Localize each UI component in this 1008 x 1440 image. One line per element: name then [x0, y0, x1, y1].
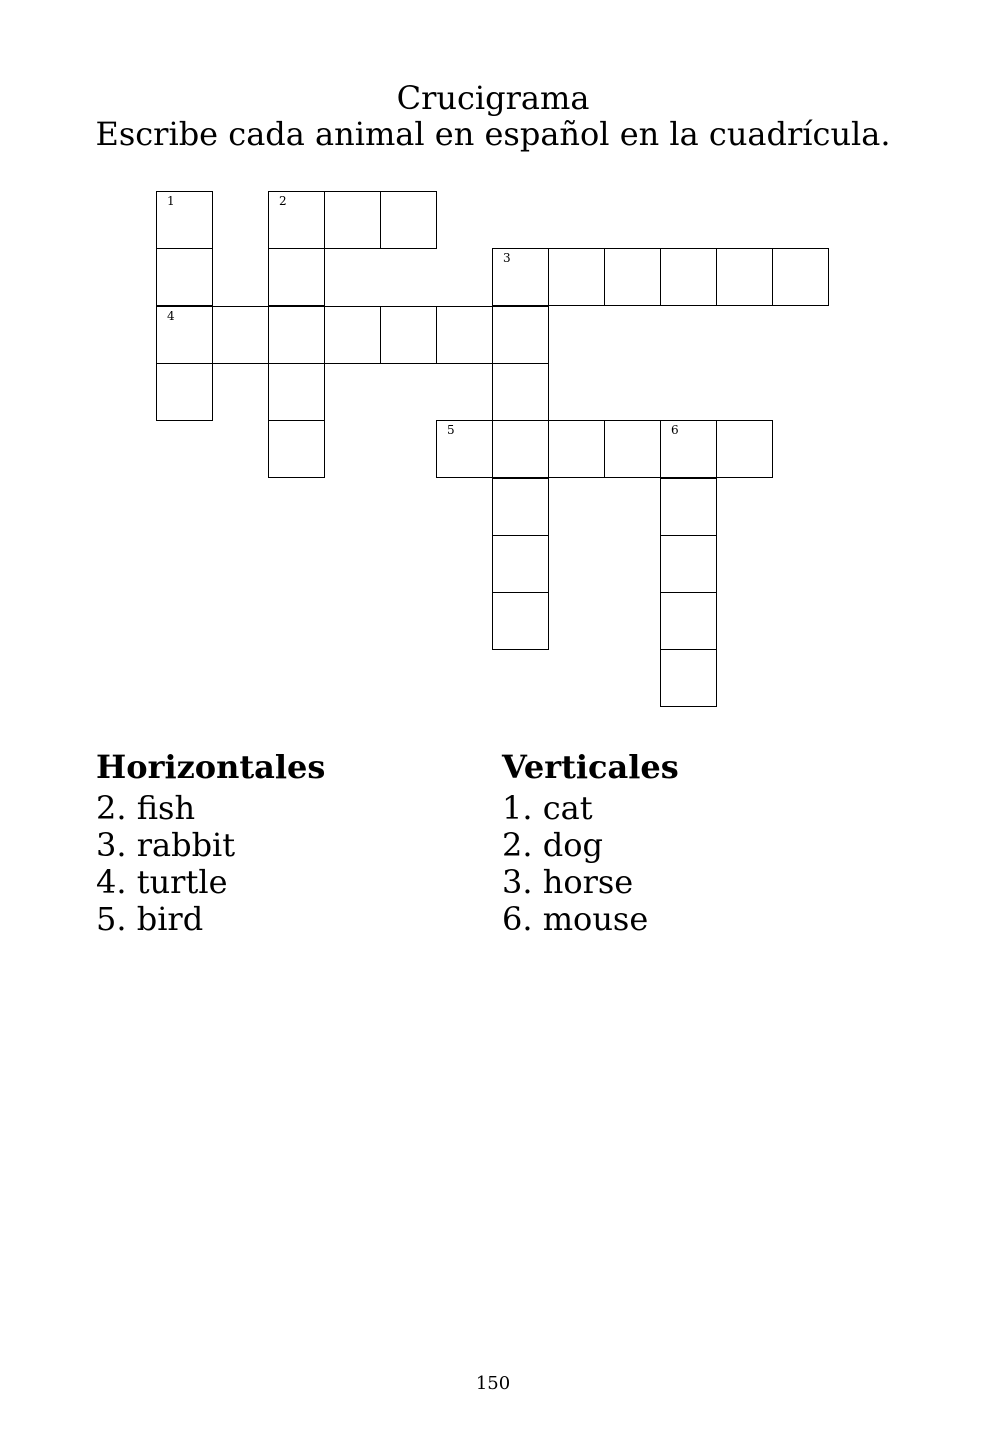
grid-cell[interactable]: [268, 248, 325, 306]
grid-cell[interactable]: [492, 363, 549, 421]
across-clue: 3. rabbit: [96, 826, 236, 864]
grid-cell[interactable]: [492, 535, 549, 593]
grid-cell[interactable]: [660, 649, 717, 707]
down-clues: [502, 748, 679, 938]
grid-cell[interactable]: [156, 248, 213, 306]
grid-cell[interactable]: [548, 248, 605, 306]
grid-cell[interactable]: [604, 420, 661, 478]
grid-cell[interactable]: [324, 306, 381, 364]
clue-number: 1: [167, 194, 175, 208]
grid-cell[interactable]: [660, 535, 717, 593]
grid-cell[interactable]: [660, 592, 717, 650]
grid-cell[interactable]: [212, 306, 269, 364]
grid-cell[interactable]: [772, 248, 829, 306]
grid-cell[interactable]: [660, 420, 717, 478]
down-clue: 3. horse: [502, 863, 634, 901]
grid-cell[interactable]: [548, 420, 605, 478]
across-heading: Horizontales: [96, 748, 326, 786]
grid-cell[interactable]: [716, 248, 773, 306]
grid-cell[interactable]: [156, 191, 213, 249]
down-clue: 2. dog: [502, 826, 603, 864]
grid-cell[interactable]: [324, 191, 381, 249]
grid-cell[interactable]: [436, 420, 493, 478]
grid-cell[interactable]: [492, 592, 549, 650]
grid-cell[interactable]: [268, 306, 325, 364]
down-clue: 6. mouse: [502, 900, 649, 938]
down-clue: 1. cat: [502, 789, 593, 827]
instructions: Escribe cada animal en español en la cuadrícula.: [95, 115, 891, 153]
clue-number: 4: [167, 308, 175, 323]
grid-cell[interactable]: [268, 420, 325, 478]
clue-number: 6: [671, 423, 679, 438]
grid-cell[interactable]: [380, 191, 437, 249]
grid-cell[interactable]: [492, 248, 549, 306]
grid-cell[interactable]: [492, 478, 549, 536]
across-clue: 5. bird: [96, 900, 204, 938]
clue-number: 2: [279, 194, 287, 208]
grid-cell[interactable]: [268, 191, 325, 249]
page-title: Crucigrama: [396, 79, 590, 117]
across-clue: 2. fish: [96, 789, 196, 827]
grid-cell[interactable]: [604, 248, 661, 306]
across-clue: 4. turtle: [96, 863, 228, 901]
clue-number: 3: [503, 251, 511, 266]
clue-number: 5: [447, 423, 455, 438]
grid-cell[interactable]: [268, 363, 325, 421]
grid-cell[interactable]: [380, 306, 437, 364]
grid-cell[interactable]: [660, 478, 717, 536]
grid-cell[interactable]: [660, 248, 717, 306]
grid-cell[interactable]: [492, 420, 549, 478]
grid-cell[interactable]: [156, 306, 213, 364]
across-clues: [96, 748, 325, 938]
grid-cell[interactable]: [156, 363, 213, 421]
page-number: 150: [475, 1373, 511, 1394]
grid-cell[interactable]: [716, 420, 773, 478]
grid-cell[interactable]: [436, 306, 493, 364]
grid-cell[interactable]: [492, 306, 549, 364]
down-heading: Verticales: [502, 748, 679, 786]
